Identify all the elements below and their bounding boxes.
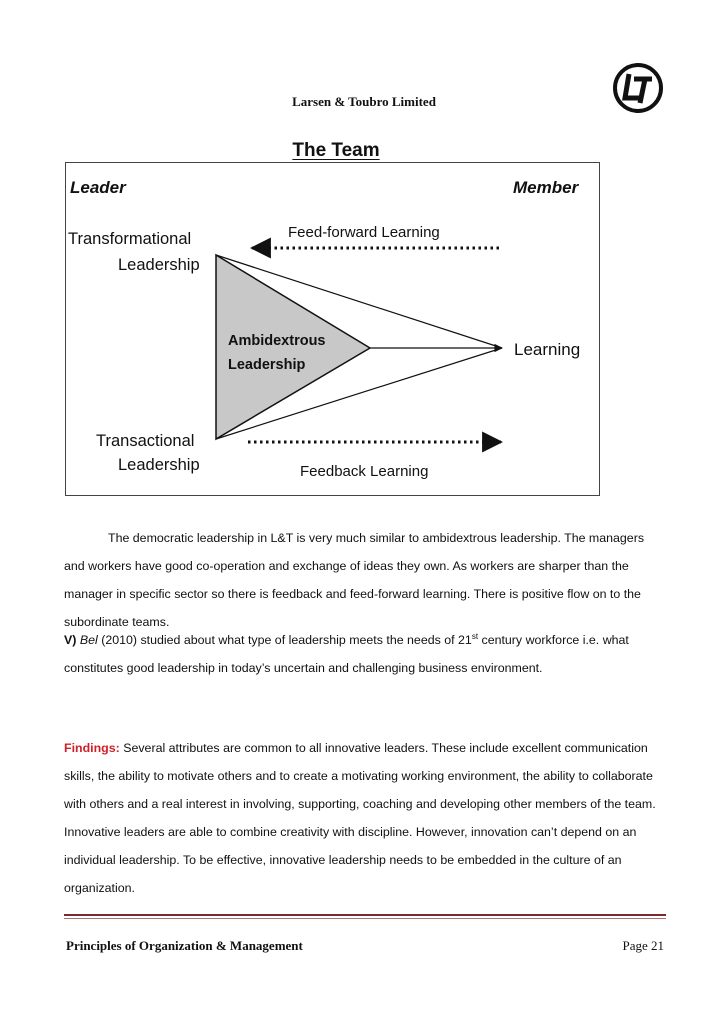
paragraph-findings	[64, 734, 664, 902]
footer-divider-thin	[64, 918, 666, 919]
footer-page-number: Page 21	[622, 938, 664, 953]
feed-forward-label: Feed-forward Learning	[288, 224, 440, 241]
feedback-label: Feedback Learning	[300, 463, 429, 480]
paragraph-1-text: The democratic leadership in L&T is very much similar to ambidextrous leadership. The managers and workers have good co-operation and exchange of ideas they own. As workers are sharper than the manager in specific sector so there is feedback and feed-forward learning. There is positive flow on to the subordinate teams.	[64, 531, 645, 629]
transformational-label-line1: Transformational	[68, 230, 192, 248]
team-diagram	[65, 162, 600, 496]
paragraph-2-text-a: (2010) studied about what type of leadership meets the needs of 21	[101, 633, 472, 647]
findings-label: Findings:	[64, 741, 120, 755]
transformational-label-line2: Leadership	[118, 256, 200, 274]
findings-text: Several attributes are common to all innovative leaders. These include excellent communication skills, the ability to motivate others and to create a motivating working environment, the ability to collaborate with others and a real interest in involving, supporting, coaching and developing other members of the team. Innovative leaders are able to combine creativity with discipline. However, innovation can’t depend on an individual leadership. To be effective, innovative leadership needs to be embedded in the culture of an organization.	[64, 741, 656, 895]
ambidextrous-label-line1: Ambidextrous	[228, 333, 326, 349]
transactional-label-line2: Leadership	[118, 456, 200, 474]
footer-divider	[64, 914, 666, 916]
paragraph-2-author: Bel	[79, 633, 98, 647]
leader-label: Leader	[70, 178, 126, 197]
ambidextrous-label-line2: Leadership	[228, 357, 306, 373]
lt-logo-icon	[612, 62, 664, 114]
header-company-name: Larsen & Toubro Limited	[292, 94, 436, 109]
learning-label: Learning	[514, 340, 581, 359]
paragraph-2-text-b: century workforce i.e. what constitutes good leadership in today’s uncertain and challenging business environment.	[64, 633, 629, 675]
paragraph-bel-study	[64, 626, 664, 682]
paragraph-2-label: V)	[64, 633, 77, 647]
transactional-label-line1: Transactional	[96, 432, 195, 450]
paragraph-democratic-leadership	[64, 524, 664, 636]
diagram-title: The Team	[292, 140, 380, 161]
paragraph-2-superscript: st	[471, 631, 479, 641]
footer-course-title: Principles of Organization & Management	[66, 938, 303, 953]
team-diagram-canvas	[66, 163, 598, 494]
member-label: Member	[513, 178, 579, 197]
